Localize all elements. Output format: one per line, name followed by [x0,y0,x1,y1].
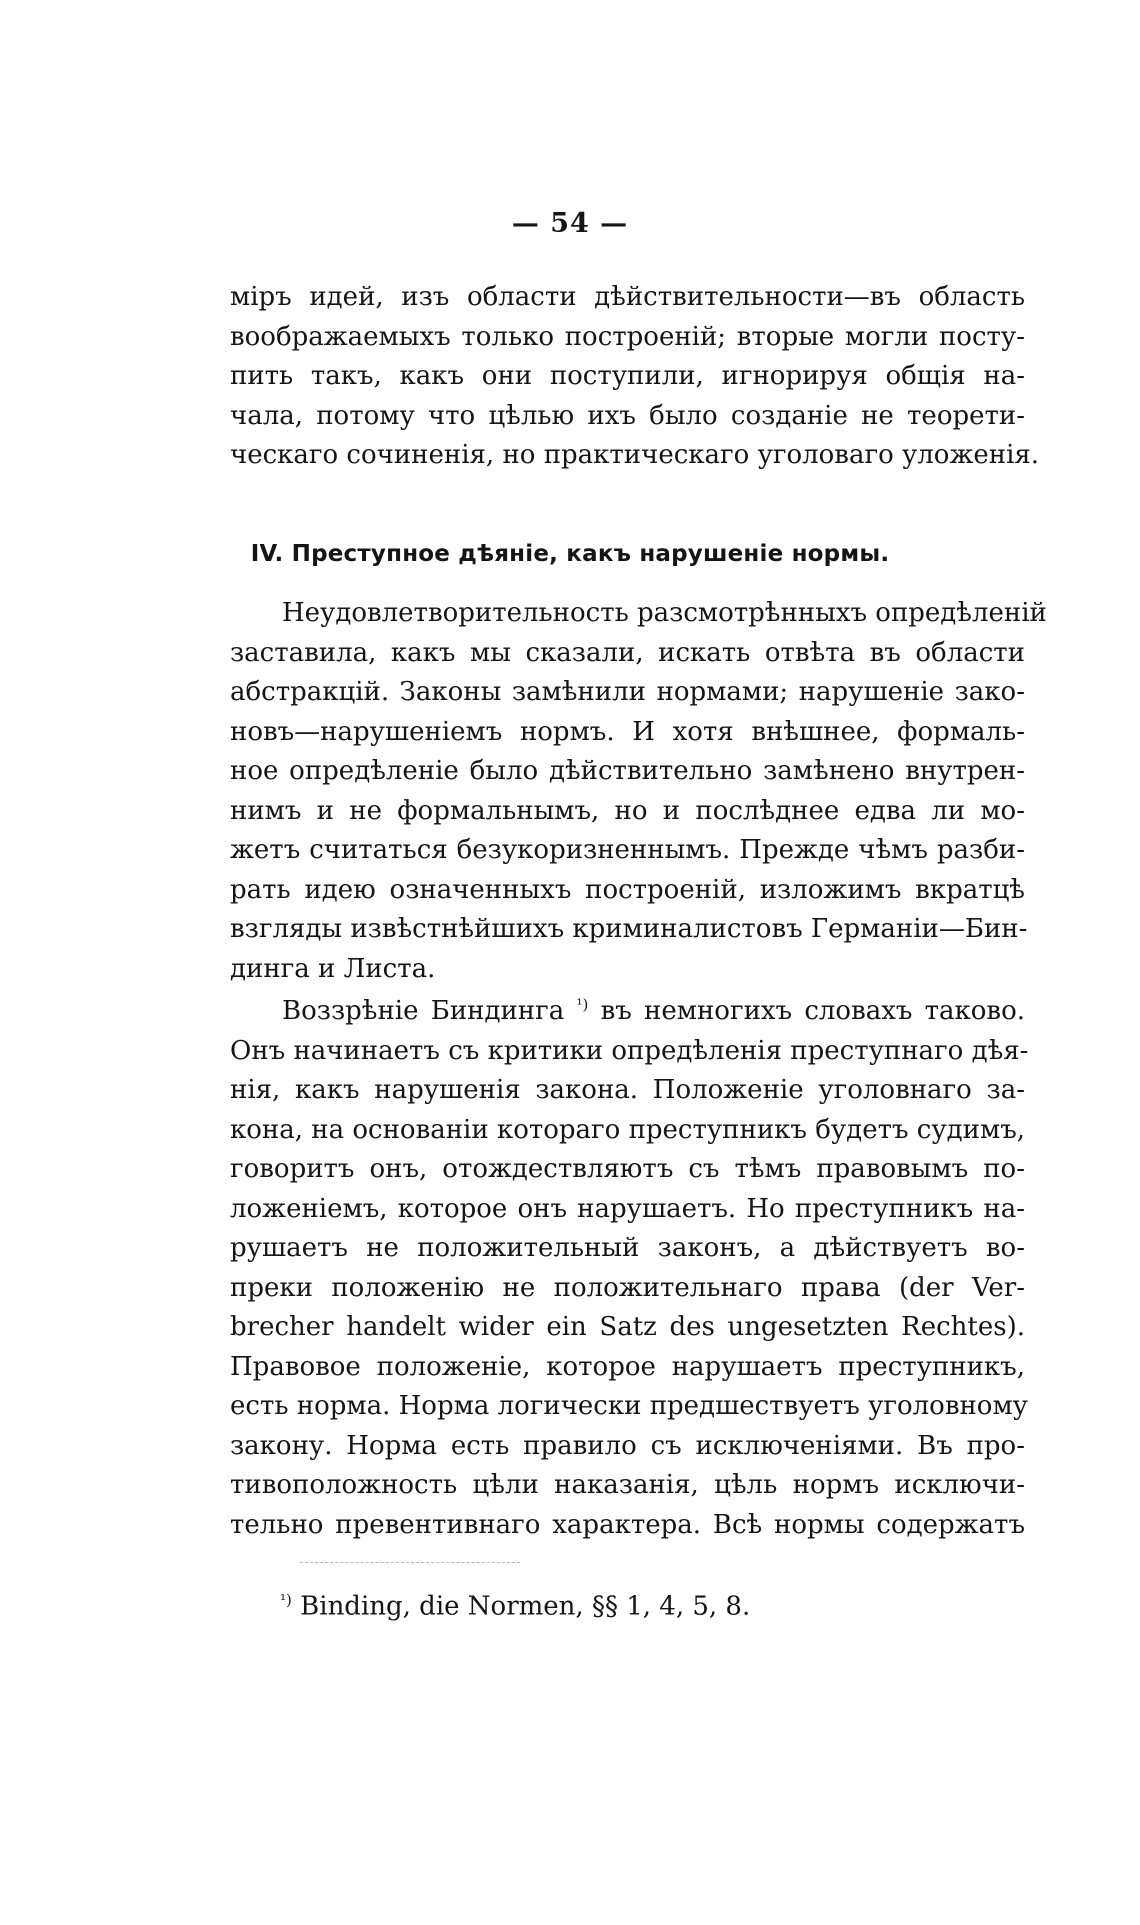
paragraph [230,992,1029,1545]
paragraph-continuation [230,278,1040,476]
footnote-text: Binding, die Normen, §§ 1, 4, 5, 8. [300,1591,751,1622]
text-line: жетъ считаться безукоризненнымъ. Прежде чѣмъ разби- [230,835,1025,865]
footnote-mark: ¹) [280,1591,292,1609]
text-line: Неудовлетворительность разсмотрѣнныхъ опредѣленій [282,598,1047,628]
text-line: новъ—нарушеніемъ нормъ. И хотя внѣшнее, формаль- [230,716,1025,747]
text-line: Правовое положеніе, которое нарушаетъ преступникъ, [230,1351,1025,1382]
text-line: рушаетъ не положительный законъ, а дѣйствуетъ во- [230,1233,1025,1263]
text-line: чала, потому что цѣлью ихъ было созданіе не теорети- [230,400,1025,431]
text-line: есть норма. Норма логически предшествуетъ уголовному [230,1391,1028,1421]
text-line: тивоположность цѣли наказанія, цѣль нормъ исключи- [230,1470,1025,1500]
text-line: нимъ и не формальнымъ, но и послѣднее едва ли мо- [230,795,1025,826]
text-segment: Воззрѣніе Биндинга [282,996,565,1026]
page-number: — 54 — [511,208,629,239]
text-line: пить такъ, какъ они поступили, игнорируя общія на- [230,361,1025,391]
text-line: закону. Норма есть правило съ исключеніями. Въ про- [230,1430,1025,1461]
text-segment: въ немногихъ словахъ таково. [600,996,1025,1026]
footnote-divider [300,1562,520,1563]
text-line: міръ идей, изъ области дѣйствительности—въ область [230,282,1025,312]
text-line: говоритъ онъ, отождествляютъ съ тѣмъ правовымъ по- [230,1154,1025,1184]
text-line: рать идею означенныхъ построеній, изложимъ вкратцѣ [230,874,1025,905]
text-line: тельно превентивнаго характера. Всѣ нормы содержатъ [230,1509,1025,1540]
text-line: Онъ начинаетъ съ критики опредѣленія преступнаго дѣя- [230,1035,1029,1066]
text-line: абстракцій. Законы замѣнили нормами; нарушеніе зако- [230,677,1025,707]
text-line: нія, какъ нарушенія закона. Положеніе уголовнаго за- [230,1075,1025,1105]
text-line: динга и Листа. [230,953,436,984]
text-line: воображаемыхъ только построеній; вторые могли посту- [230,321,1025,352]
paragraph [230,594,1047,989]
text-line: brecher handelt wider ein Satz des ungesetzten Rechtes). [230,1312,1025,1342]
text-line: ложеніемъ, которое онъ нарушаетъ. Но преступникъ на- [230,1193,1025,1224]
text-line: ческаго сочиненія, но практическаго уголоваго уложенія. [230,440,1040,470]
text-line: преки положенію не положительнаго права (der Ver- [230,1272,1025,1303]
text-line: взгляды извѣстнѣйшихъ криминалистовъ Германіи—Бин- [230,914,1028,944]
section-heading: IV. Преступное дѣяніе, какъ нарушеніе нормы. [250,541,890,567]
text-line: заставила, какъ мы сказали, искать отвѣта въ области [230,637,1025,668]
text-line [230,992,1025,1032]
text-line: ное опредѣленіе было дѣйствительно замѣнено внутрен- [230,756,1025,786]
text-line: кона, на основаніи котораго преступникъ будетъ судимъ, [230,1114,1025,1145]
footnote [280,1580,750,1627]
footnote-reference: ¹) [576,995,589,1014]
